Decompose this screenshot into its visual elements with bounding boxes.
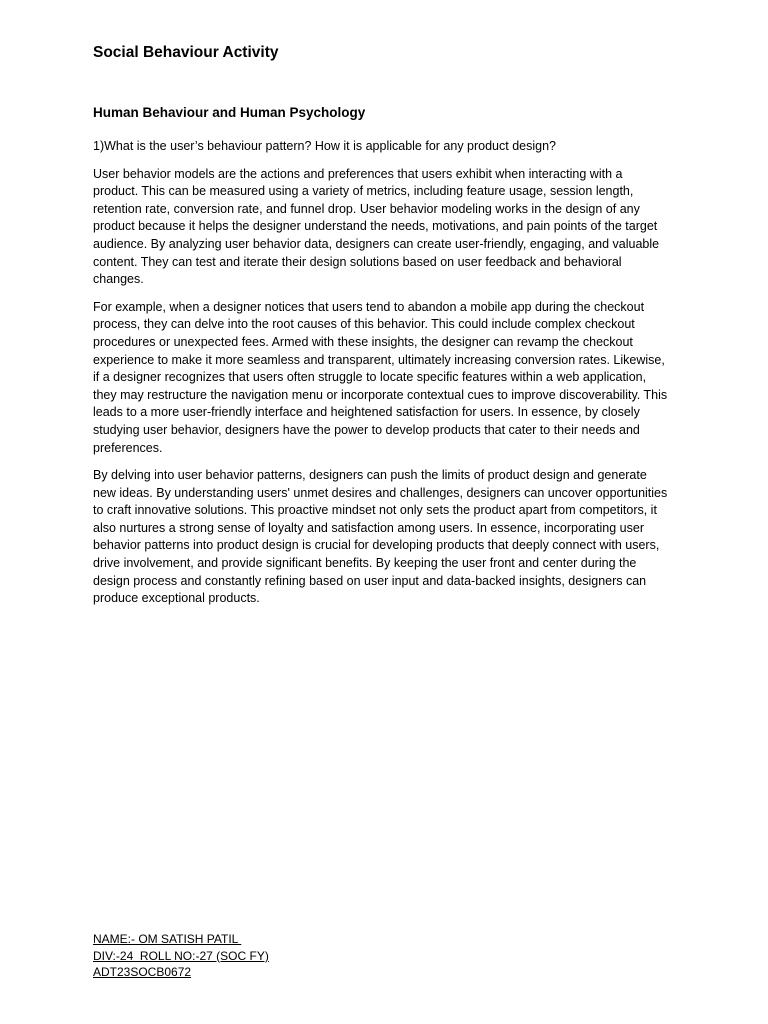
student-id: ADT23SOCB0672 (93, 965, 192, 979)
document-title: Social Behaviour Activity (93, 44, 279, 61)
division-roll-number: DIV:-24 ROLL NO:-27 (SOC FY) (93, 948, 269, 963)
author-info (93, 931, 493, 981)
document-body (93, 43, 671, 608)
section-heading: Human Behaviour and Human Psychology (93, 105, 366, 120)
paragraph-1: User behavior models are the actions and preferences that users exhibit when interacting with a product. This can be measured using a variety of metrics, including feature usage, session length, retention rate, conversion rate, and funnel drop. User behavior modeling works in the design of any product because it helps the designer understand the needs, motivations, and pain points of the target audience. By analyzing user behavior data, designers can create user-friendly, engaging, and valuable content. They can test and iterate their design solutions based on user feedback and behavioral changes. (93, 166, 660, 287)
question-text: 1)What is the user’s behaviour pattern? How it is applicable for any product design? (93, 139, 556, 153)
paragraph-2: For example, when a designer notices that users tend to abandon a mobile app during the checkout process, they can delve into the root causes of this behavior. This could include complex checkout procedures or unexpected fees. Armed with these insights, the designer can revamp the checkout experience to make it more seamless and transparent, ultimately increasing conversion rates. Likewise, if a designer recognizes that users often struggle to locate specific features within a web application, they may restructure the navigation menu or incorporate contextual cues to improve discoverability. This leads to a more user-friendly interface and heightened satisfaction for users. In essence, by closely studying user behavior, designers have the power to develop products that cater to their needs and preferences. (93, 299, 668, 455)
author-name: NAME:- OM SATISH PATIL (93, 932, 242, 946)
paragraph-3: By delving into user behavior patterns, designers can push the limits of product design and generate new ideas. By understanding users' unmet desires and challenges, designers can uncover opportunities to craft innovative solutions. This proactive mindset not only sets the product apart from competitors, it also nurtures a strong sense of loyalty and satisfaction among users. In essence, incorporating user behavior patterns into product design is crucial for developing products that deeply connect with users, drive involvement, and provide significant benefits. By keeping the user front and center during the design process and constantly refining based on user input and data-backed insights, designers can produce exceptional products. (93, 468, 668, 606)
